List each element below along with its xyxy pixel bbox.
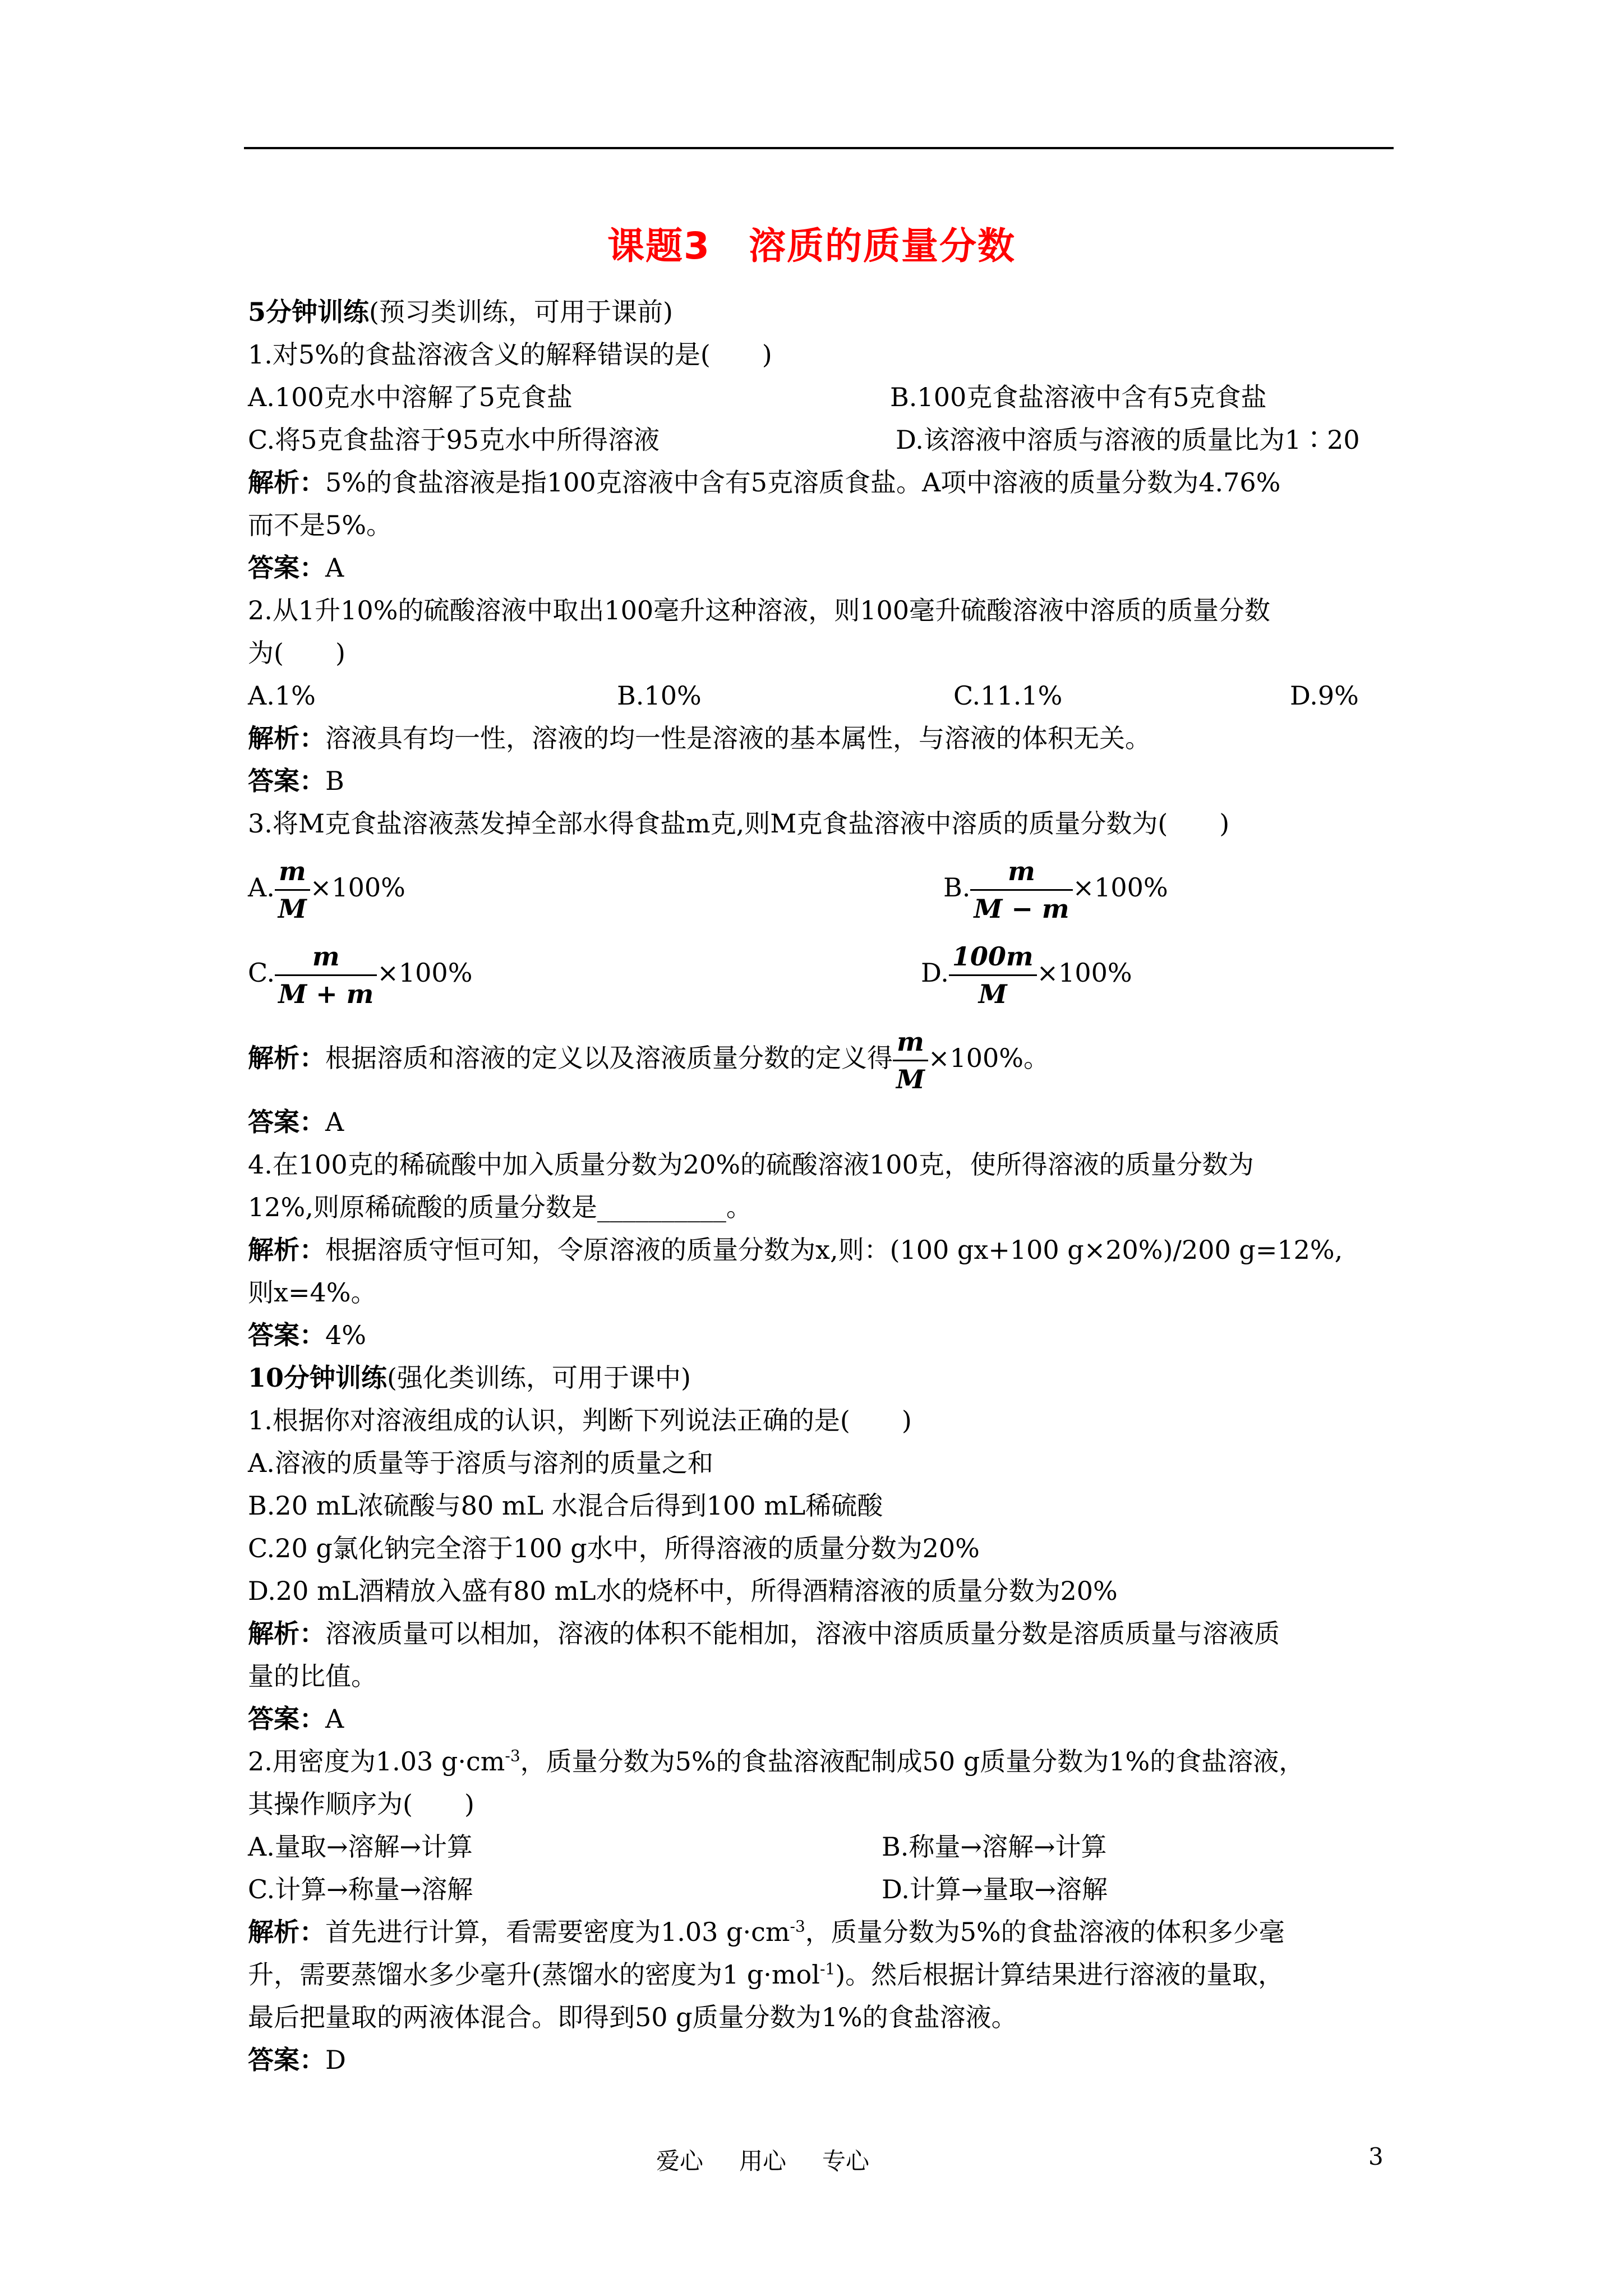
answer (248, 2039, 1395, 2081)
answer-label: 答案： (248, 1107, 325, 1137)
answer-label: 答案： (248, 2045, 325, 2075)
fraction (275, 853, 310, 927)
option-a: A.量取→溶解→计算 (248, 1832, 473, 1862)
answer-label: 答案： (248, 553, 325, 583)
option-d: D. $\frac{100m}{M}$ ×100% (921, 930, 1132, 1015)
answer (248, 1101, 1395, 1143)
answer-value: A (325, 1704, 344, 1734)
question-stem-continued: 12%,则原稀硫酸的质量分数是__________。 (248, 1192, 752, 1222)
denominator: M (278, 893, 307, 924)
analysis-label: 解析： (248, 467, 325, 498)
analysis (248, 1612, 1395, 1655)
analysis (248, 717, 1395, 760)
fraction (275, 938, 377, 1012)
analysis-label: 解析： (248, 1235, 325, 1265)
answer-value: D (325, 2045, 346, 2075)
analysis-label: 解析： (248, 1043, 325, 1073)
numerator: m (970, 853, 1072, 891)
analysis-text: 溶液具有均一性，溶液的均一性是溶液的基本属性，与溶液的体积无关。 (325, 723, 1151, 753)
analysis-continued: 量的比值。 (248, 1661, 377, 1691)
analysis-continued: 升，需要蒸馏水多少毫升(蒸馏水的密度为1 g·mol$^{-1}$)。然后根据计算结果进行溶液的量取， (248, 1959, 1284, 1990)
options-row (248, 1825, 1395, 1868)
footer-motto: 爱心 用心 专心 (656, 2147, 870, 2175)
answer-value: B (325, 766, 344, 796)
analysis-label: 解析： (248, 1618, 325, 1649)
options-row (248, 376, 1395, 418)
answer-value: 4% (325, 1320, 366, 1350)
analysis-text: 根据溶质守恒可知，令原溶液的质量分数为x,则：(100 gx+100 g×20%)/200 g=12%, (325, 1235, 1343, 1265)
question-stem: 1.根据你对溶液组成的认识，判断下列说法正确的是( ) (248, 1405, 912, 1435)
denominator: M (896, 1064, 925, 1094)
option-d: D.计算→量取→溶解 (882, 1874, 1108, 1904)
analysis: 解析：首先进行计算，看需要密度为1.03 $g\cdot cm^{-3}$，质量分数为5%的食盐溶液的体积多少毫 (248, 1917, 1285, 1947)
question-stem: 1.对5%的食盐溶液含义的解释错误的是( ) (248, 339, 772, 370)
question-stem: 2.从1升10%的硫酸溶液中取出100毫升这种溶液，则100毫升硫酸溶液中溶质的质量分数 (248, 595, 1270, 625)
option-c: C.计算→称量→溶解 (248, 1874, 473, 1904)
options-row (248, 930, 1395, 1015)
option-c: C.将5克食盐溶于95克水中所得溶液 (248, 425, 660, 455)
page-number: 3 (1368, 2143, 1384, 2170)
analysis-continued: 最后把量取的两液体混合。即得到50 g质量分数为1%的食盐溶液。 (248, 2002, 1017, 2032)
analysis: 解析：根据溶质和溶液的定义以及溶液质量分数的定义得 $\frac{m}{M}$ ×100%。 (248, 1015, 1395, 1101)
option-b: B.20 mL浓硫酸与80 mL 水混合后得到100 mL稀硫酸 (248, 1490, 883, 1521)
analysis (248, 1228, 1395, 1271)
analysis-text: 5%的食盐溶液是指100克溶液中含有5克溶质食盐。A项中溶液的质量分数为4.76% (325, 467, 1281, 498)
numerator: m (893, 1024, 928, 1061)
answer-label: 答案： (248, 766, 325, 796)
fraction (893, 1024, 928, 1097)
options-row (248, 674, 1395, 717)
option-d: D.9% (1290, 680, 1359, 711)
options-row (248, 418, 1395, 461)
option-c: C.20 g氯化钠完全溶于100 g水中，所得溶液的质量分数为20% (248, 1533, 980, 1563)
option-b: B.称量→溶解→计算 (882, 1832, 1107, 1862)
option-a: A. $\frac{m}{M}$ ×100% (248, 845, 405, 930)
analysis-label: 解析： (248, 723, 325, 753)
analysis-label: 解析： (248, 1917, 325, 1947)
option-b: B.100克食盐溶液中含有5克食盐 (890, 382, 1267, 412)
question-stem: 4.在100克的稀硫酸中加入质量分数为20%的硫酸溶液100克，使所得溶液的质量分数为 (248, 1149, 1254, 1180)
option-c: C.11.1% (953, 680, 1063, 711)
option-b: B.10% (617, 680, 702, 711)
question-stem-continued: 其操作顺序为( ) (248, 1789, 474, 1819)
section-subtitle: (预习类训练，可用于课前) (369, 297, 673, 327)
question-stem: 3.将M克食盐溶液蒸发掉全部水得食盐m克,则M克食盐溶液中溶质的质量分数为( ) (248, 808, 1230, 839)
options-row (248, 1868, 1395, 1911)
answer-label: 答案： (248, 1704, 325, 1734)
option-d: D.该溶液中溶质与溶液的质量比为1∶20 (896, 425, 1360, 455)
option-b: B. $\frac{m}{M - m}$ ×100% (943, 845, 1168, 930)
answer-value: A (325, 553, 344, 583)
numerator: m (275, 938, 377, 976)
option-a: A.1% (248, 680, 316, 711)
section-heading (248, 291, 1395, 333)
option-d: D.20 mL酒精放入盛有80 mL水的烧杯中，所得酒精溶液的质量分数为20% (248, 1576, 1118, 1606)
option-c: C. $\frac{m}{M + m}$ ×100% (248, 930, 472, 1015)
analysis-text: 溶液质量可以相加，溶液的体积不能相加，溶液中溶质质量分数是溶质质量与溶液质 (325, 1618, 1280, 1649)
numerator: 100m (949, 938, 1037, 976)
question-stem: 2.用密度为1.03 $g\cdot cm^{-3}$，质量分数为5%的食盐溶液配制成50 g质量分数为1%的食盐溶液， (248, 1746, 1305, 1777)
denominator: M + m (278, 978, 374, 1009)
section-heading (248, 1356, 1395, 1399)
analysis-continued: 而不是5%。 (248, 510, 392, 540)
section-subtitle: (强化类训练，可用于课中) (387, 1363, 691, 1393)
analysis (248, 461, 1395, 504)
section-title: 10分钟训练 (248, 1363, 388, 1393)
fraction (970, 853, 1072, 927)
answer (248, 1697, 1395, 1740)
analysis-text: 根据溶质和溶液的定义以及溶液质量分数的定义得 (325, 1043, 893, 1073)
denominator: M (978, 978, 1007, 1009)
answer-value: A (325, 1107, 344, 1137)
option-a: A.溶液的质量等于溶质与溶剂的质量之和 (248, 1448, 713, 1478)
page-title: 课题3 溶质的质量分数 (607, 224, 1016, 268)
analysis-continued: 则x=4%。 (248, 1277, 377, 1308)
section-title: 5分钟训练 (248, 297, 370, 327)
option-a: A.100克水中溶解了5克食盐 (248, 382, 573, 412)
document-body (248, 291, 1395, 2081)
question-stem-continued: 为( ) (248, 638, 345, 668)
answer-label: 答案： (248, 1320, 325, 1350)
numerator: m (275, 853, 310, 891)
options-row (248, 845, 1395, 930)
answer (248, 1314, 1395, 1356)
header-rule (244, 147, 1394, 149)
answer (248, 546, 1395, 589)
denominator: M − m (974, 893, 1069, 924)
answer (248, 760, 1395, 802)
fraction (949, 938, 1037, 1012)
